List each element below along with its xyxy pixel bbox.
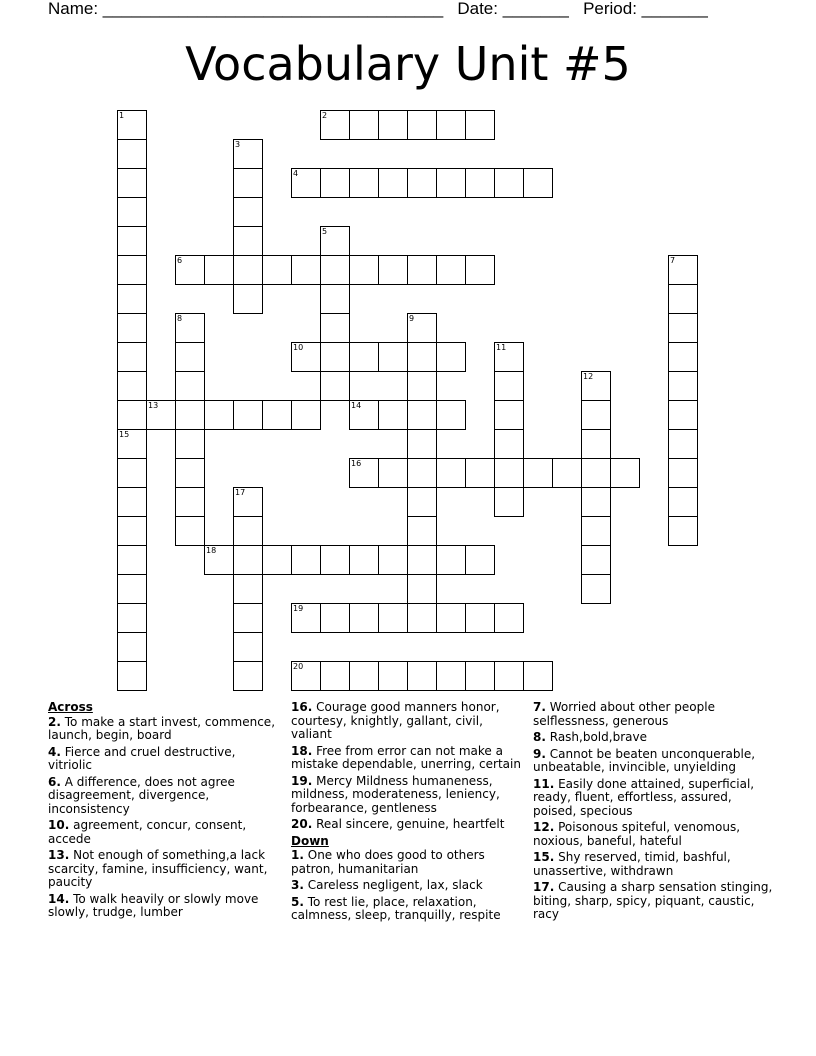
grid-cell[interactable]	[407, 661, 437, 691]
date-field[interactable]: Date: _______	[457, 0, 569, 18]
grid-cell[interactable]	[465, 168, 495, 198]
grid-cell[interactable]	[407, 342, 437, 372]
grid-cell[interactable]	[320, 226, 350, 256]
grid-cell[interactable]	[668, 400, 698, 430]
grid-cell[interactable]	[465, 110, 495, 140]
clue-across-10: 10. agreement, concur, consent, accede	[48, 818, 247, 846]
clue-number: 11	[496, 343, 507, 352]
grid-cell[interactable]	[494, 487, 524, 517]
grid-cell[interactable]	[465, 255, 495, 285]
grid-cell[interactable]	[175, 342, 205, 372]
grid-cell[interactable]	[349, 603, 379, 633]
grid-cell[interactable]	[117, 255, 147, 285]
grid-cell[interactable]	[465, 603, 495, 633]
grid-cell[interactable]	[378, 661, 408, 691]
grid-cell[interactable]	[407, 400, 437, 430]
grid-cell[interactable]	[407, 255, 437, 285]
grid-cell[interactable]	[378, 603, 408, 633]
grid-cell[interactable]	[175, 487, 205, 517]
clues-column-3	[533, 701, 773, 925]
grid-cell[interactable]	[494, 342, 524, 372]
clue-number: 5	[322, 227, 328, 236]
grid-cell[interactable]	[378, 458, 408, 488]
grid-cell[interactable]	[349, 110, 379, 140]
grid-cell[interactable]	[494, 429, 524, 459]
clue-number: 2	[322, 111, 328, 120]
grid-cell[interactable]	[378, 400, 408, 430]
grid-cell[interactable]	[581, 458, 611, 488]
grid-cell[interactable]	[320, 545, 350, 575]
grid-cell[interactable]	[117, 400, 147, 430]
clue-down-17: 17. Causing a sharp sensation stinging, biting, sharp, spicy, piquant, caustic, racy	[533, 880, 773, 921]
grid-cell[interactable]	[407, 516, 437, 546]
grid-cell[interactable]	[117, 545, 147, 575]
grid-cell[interactable]	[117, 168, 147, 198]
grid-cell[interactable]	[436, 255, 466, 285]
grid-cell[interactable]	[407, 487, 437, 517]
clue-number: 8	[177, 314, 183, 323]
grid-cell[interactable]	[523, 168, 553, 198]
grid-cell[interactable]	[117, 342, 147, 372]
grid-cell[interactable]	[175, 400, 205, 430]
grid-cell[interactable]	[349, 458, 379, 488]
grid-cell[interactable]	[668, 487, 698, 517]
grid-cell[interactable]	[233, 139, 263, 169]
clue-number: 13	[148, 401, 159, 410]
clue-number: 1	[119, 111, 125, 120]
grid-cell[interactable]	[175, 516, 205, 546]
grid-cell[interactable]	[436, 168, 466, 198]
grid-cell[interactable]	[407, 458, 437, 488]
clue-down-7: 7. Worried about other people selflessness, generous	[533, 700, 715, 728]
grid-cell[interactable]	[436, 400, 466, 430]
clue-across-4: 4. Fierce and cruel destructive, vitriolic	[48, 744, 236, 772]
grid-cell[interactable]	[494, 661, 524, 691]
grid-cell[interactable]	[233, 574, 263, 604]
grid-cell[interactable]	[668, 429, 698, 459]
grid-cell[interactable]	[320, 284, 350, 314]
grid-cell[interactable]	[233, 400, 263, 430]
grid-cell[interactable]	[291, 603, 321, 633]
grid-cell[interactable]	[233, 168, 263, 198]
grid-cell[interactable]	[320, 371, 350, 401]
grid-cell[interactable]	[291, 400, 321, 430]
grid-cell[interactable]	[320, 110, 350, 140]
clue-number: 4	[293, 169, 299, 178]
grid-cell[interactable]	[378, 110, 408, 140]
grid-cell[interactable]	[146, 400, 176, 430]
clue-down-8: 8. Rash,bold,brave	[533, 730, 647, 744]
grid-cell[interactable]	[523, 458, 553, 488]
grid-cell[interactable]	[117, 139, 147, 169]
grid-cell[interactable]	[668, 255, 698, 285]
grid-cell[interactable]	[175, 255, 205, 285]
grid-cell[interactable]	[117, 603, 147, 633]
clue-across-13: 13. Not enough of something,a lack scarcity, famine, insufficiency, want, paucity	[48, 848, 268, 889]
grid-cell[interactable]	[175, 313, 205, 343]
grid-cell[interactable]	[378, 168, 408, 198]
clue-across-20: 20. Real sincere, genuine, heartfelt	[291, 817, 505, 831]
grid-cell[interactable]	[465, 661, 495, 691]
grid-cell[interactable]	[581, 400, 611, 430]
grid-cell[interactable]	[494, 603, 524, 633]
grid-cell[interactable]	[204, 545, 234, 575]
grid-cell[interactable]	[320, 661, 350, 691]
grid-cell[interactable]	[581, 429, 611, 459]
grid-cell[interactable]	[117, 371, 147, 401]
grid-cell[interactable]	[117, 458, 147, 488]
clue-down-5: 5. To rest lie, place, relaxation, calmness, sleep, tranquilly, respite	[291, 894, 501, 922]
grid-cell[interactable]	[291, 168, 321, 198]
clue-down-1: 1. One who does good to others patron, humanitarian	[291, 848, 485, 876]
grid-cell[interactable]	[117, 226, 147, 256]
grid-cell[interactable]	[233, 284, 263, 314]
clue-number: 14	[351, 401, 362, 410]
clue-down-11: 11. Easily done attained, superficial, ready, fluent, effortless, assured, poised, specious	[533, 776, 755, 818]
clue-number: 20	[293, 662, 304, 671]
grid-cell[interactable]	[117, 110, 147, 140]
grid-cell[interactable]	[552, 458, 582, 488]
grid-cell[interactable]	[262, 400, 292, 430]
across-heading: Across	[48, 700, 93, 714]
clue-number: 19	[293, 604, 304, 613]
grid-cell[interactable]	[668, 313, 698, 343]
grid-cell[interactable]	[581, 487, 611, 517]
clue-down-15: 15. Shy reserved, timid, bashful, unassertive, withdrawn	[533, 850, 731, 878]
grid-cell[interactable]	[349, 400, 379, 430]
grid-cell[interactable]	[668, 516, 698, 546]
grid-cell[interactable]	[378, 342, 408, 372]
grid-cell[interactable]	[349, 255, 379, 285]
clues-column-2	[291, 701, 523, 926]
grid-cell[interactable]	[581, 516, 611, 546]
grid-cell[interactable]	[407, 168, 437, 198]
grid-cell[interactable]	[175, 458, 205, 488]
grid-cell[interactable]	[465, 545, 495, 575]
grid-cell[interactable]	[610, 458, 640, 488]
grid-cell[interactable]	[117, 574, 147, 604]
period-field[interactable]: Period: _______	[583, 0, 708, 18]
grid-cell[interactable]	[407, 603, 437, 633]
down-heading: Down	[291, 833, 329, 848]
grid-cell[interactable]	[291, 255, 321, 285]
grid-cell[interactable]	[581, 545, 611, 575]
grid-cell[interactable]	[117, 197, 147, 227]
page-title: Vocabulary Unit #5	[185, 37, 631, 91]
grid-cell[interactable]	[349, 661, 379, 691]
clue-number: 6	[177, 256, 183, 265]
grid-cell[interactable]	[407, 110, 437, 140]
grid-cell[interactable]	[117, 313, 147, 343]
grid-cell[interactable]	[204, 255, 234, 285]
grid-cell[interactable]	[291, 545, 321, 575]
clue-number: 16	[351, 459, 362, 468]
grid-cell[interactable]	[320, 313, 350, 343]
grid-cell[interactable]	[233, 632, 263, 662]
grid-cell[interactable]	[436, 661, 466, 691]
grid-cell[interactable]	[494, 168, 524, 198]
grid-cell[interactable]	[233, 661, 263, 691]
grid-cell[interactable]	[436, 603, 466, 633]
grid-cell[interactable]	[349, 168, 379, 198]
grid-cell[interactable]	[233, 255, 263, 285]
grid-cell[interactable]	[233, 487, 263, 517]
grid-cell[interactable]	[233, 226, 263, 256]
grid-cell[interactable]	[407, 545, 437, 575]
grid-cell[interactable]	[436, 342, 466, 372]
grid-cell[interactable]	[349, 545, 379, 575]
grid-cell[interactable]	[494, 371, 524, 401]
grid-cell[interactable]	[117, 429, 147, 459]
grid-cell[interactable]	[233, 197, 263, 227]
grid-cell[interactable]	[668, 371, 698, 401]
grid-cell[interactable]	[494, 400, 524, 430]
clue-number: 18	[206, 546, 217, 555]
grid-cell[interactable]	[291, 342, 321, 372]
grid-cell[interactable]	[465, 458, 495, 488]
grid-cell[interactable]	[320, 168, 350, 198]
grid-cell[interactable]	[378, 545, 408, 575]
grid-cell[interactable]	[117, 661, 147, 691]
grid-cell[interactable]	[436, 458, 466, 488]
grid-cell[interactable]	[204, 400, 234, 430]
grid-cell[interactable]	[117, 516, 147, 546]
grid-cell[interactable]	[407, 429, 437, 459]
grid-cell[interactable]	[262, 255, 292, 285]
grid-cell[interactable]	[233, 603, 263, 633]
grid-cell[interactable]	[668, 284, 698, 314]
clue-number: 3	[235, 140, 241, 149]
grid-cell[interactable]	[320, 255, 350, 285]
clue-across-18: 18. Free from error can not make a mistake dependable, unerring, certain	[291, 743, 521, 771]
clue-number: 9	[409, 314, 415, 323]
clue-number: 17	[235, 488, 246, 497]
grid-cell[interactable]	[581, 371, 611, 401]
grid-cell[interactable]	[523, 661, 553, 691]
clue-down-3: 3. Careless negligent, lax, slack	[291, 878, 483, 892]
grid-cell[interactable]	[320, 603, 350, 633]
grid-cell[interactable]	[668, 342, 698, 372]
grid-cell[interactable]	[291, 661, 321, 691]
grid-cell[interactable]	[436, 110, 466, 140]
grid-cell[interactable]	[117, 632, 147, 662]
grid-cell[interactable]	[668, 458, 698, 488]
clue-across-14: 14. To walk heavily or slowly move slowly, trudge, lumber	[48, 891, 259, 919]
grid-cell[interactable]	[175, 429, 205, 459]
grid-cell[interactable]	[349, 342, 379, 372]
grid-cell[interactable]	[320, 342, 350, 372]
name-field[interactable]: Name: ____________________________________	[48, 0, 444, 18]
grid-cell[interactable]	[407, 371, 437, 401]
clue-across-16: 16. Courage good manners honor, courtesy, knightly, gallant, civil, valiant	[291, 700, 500, 741]
grid-cell[interactable]	[233, 545, 263, 575]
grid-cell[interactable]	[117, 487, 147, 517]
grid-cell[interactable]	[117, 284, 147, 314]
grid-cell[interactable]	[581, 574, 611, 604]
clue-number: 12	[583, 372, 594, 381]
grid-cell[interactable]	[233, 516, 263, 546]
grid-cell[interactable]	[494, 458, 524, 488]
grid-cell[interactable]	[262, 545, 292, 575]
clue-across-2: 2. To make a start invest, commence, launch, begin, board	[48, 714, 276, 742]
grid-cell[interactable]	[378, 255, 408, 285]
grid-cell[interactable]	[407, 313, 437, 343]
clue-down-9: 9. Cannot be beaten unconquerable, unbeatable, invincible, unyielding	[533, 746, 756, 774]
clue-across-6: 6. A difference, does not agree disagreement, divergence, inconsistency	[48, 774, 235, 816]
clue-down-12: 12. Poisonous spiteful, venomous, noxious, baneful, hateful	[533, 820, 741, 848]
grid-cell[interactable]	[407, 574, 437, 604]
clues-column-1	[48, 701, 280, 923]
grid-cell[interactable]	[175, 371, 205, 401]
clue-number: 7	[670, 256, 676, 265]
clue-number: 15	[119, 430, 130, 439]
grid-cell[interactable]	[436, 545, 466, 575]
clue-across-19: 19. Mercy Mildness humaneness, mildness, moderateness, leniency, forbearance, gentleness	[291, 773, 500, 815]
clue-number: 10	[293, 343, 304, 352]
